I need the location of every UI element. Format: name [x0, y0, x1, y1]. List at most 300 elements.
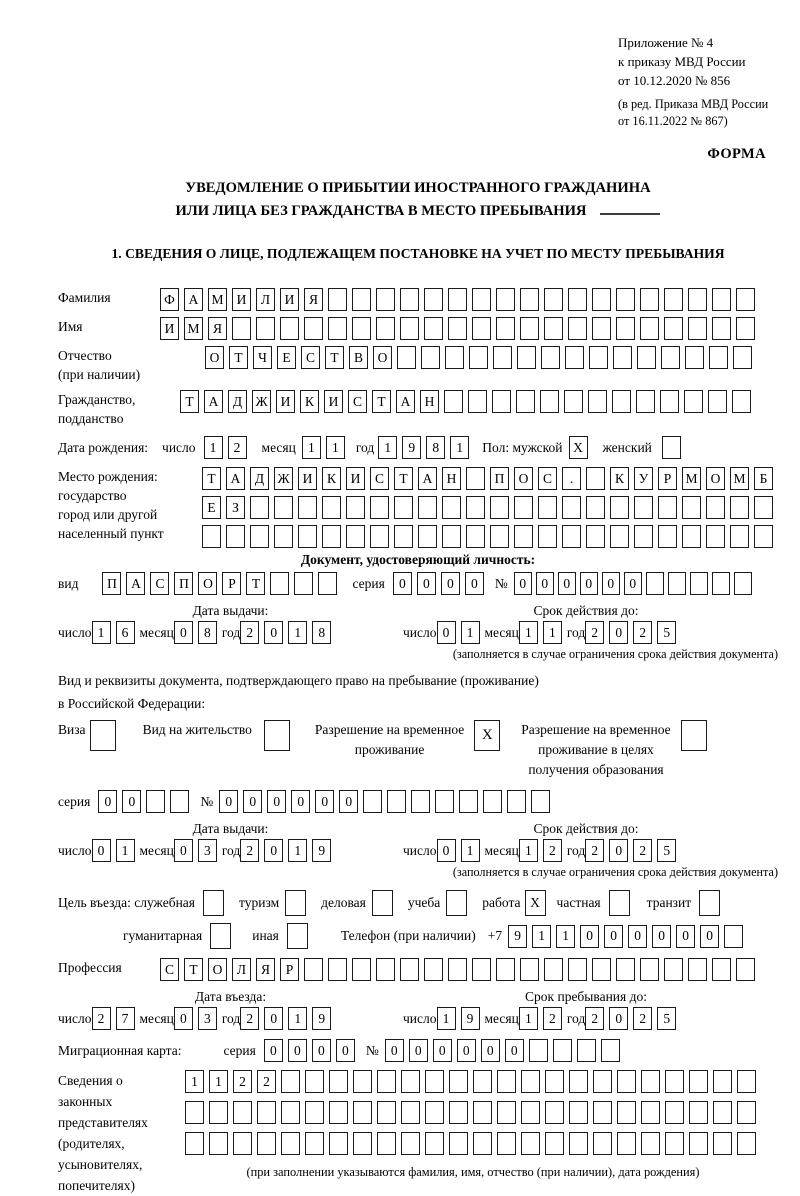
char-cell[interactable] [706, 496, 725, 519]
char-cell[interactable]: К [610, 467, 629, 490]
char-cell[interactable]: 0 [465, 572, 484, 595]
char-cell[interactable] [565, 346, 584, 369]
char-cell[interactable] [709, 346, 728, 369]
char-cell[interactable] [298, 496, 317, 519]
char-cell[interactable] [521, 1101, 540, 1124]
char-cell[interactable] [545, 1070, 564, 1093]
char-cell[interactable] [446, 890, 467, 916]
char-cell[interactable] [285, 890, 306, 916]
char-cell[interactable]: 1 [209, 1070, 228, 1093]
char-cell[interactable] [713, 1101, 732, 1124]
char-cell[interactable] [507, 790, 526, 813]
char-cell[interactable] [637, 346, 656, 369]
char-cell[interactable] [616, 958, 635, 981]
char-cell[interactable]: К [322, 467, 341, 490]
char-cell[interactable] [724, 925, 743, 948]
char-cell[interactable]: М [184, 317, 203, 340]
char-cell[interactable]: 0 [514, 572, 532, 595]
char-cell[interactable]: 9 [402, 436, 421, 459]
char-cell[interactable] [387, 790, 406, 813]
char-cell[interactable] [472, 317, 491, 340]
char-cell[interactable] [640, 958, 659, 981]
char-cell[interactable] [569, 1070, 588, 1093]
char-cell[interactable]: А [184, 288, 203, 311]
char-cell[interactable]: 1 [461, 621, 480, 644]
char-cell[interactable]: 0 [609, 621, 628, 644]
char-cell[interactable]: 2 [585, 621, 604, 644]
char-cell[interactable] [425, 1101, 444, 1124]
char-cell[interactable] [401, 1101, 420, 1124]
char-cell[interactable] [304, 958, 323, 981]
char-cell[interactable]: И [298, 467, 317, 490]
char-cell[interactable] [688, 317, 707, 340]
char-cell[interactable]: 1 [204, 436, 223, 459]
char-cell[interactable] [682, 525, 701, 548]
char-cell[interactable] [90, 720, 116, 751]
char-cell[interactable] [737, 1101, 756, 1124]
char-cell[interactable] [568, 317, 587, 340]
char-cell[interactable]: Т [180, 390, 199, 413]
char-cell[interactable] [232, 317, 251, 340]
char-cell[interactable] [730, 525, 749, 548]
char-cell[interactable] [270, 572, 289, 595]
char-cell[interactable] [376, 958, 395, 981]
char-cell[interactable] [712, 958, 731, 981]
char-cell[interactable]: 0 [558, 572, 576, 595]
char-cell[interactable]: В [349, 346, 368, 369]
char-cell[interactable] [329, 1070, 348, 1093]
char-cell[interactable] [298, 525, 317, 548]
char-cell[interactable] [493, 346, 512, 369]
char-cell[interactable]: 0 [174, 1007, 193, 1030]
char-cell[interactable] [640, 288, 659, 311]
char-cell[interactable]: 2 [585, 1007, 604, 1030]
char-cell[interactable]: 1 [437, 1007, 456, 1030]
char-cell[interactable] [592, 958, 611, 981]
char-cell[interactable] [346, 525, 365, 548]
char-cell[interactable]: 0 [122, 790, 141, 813]
char-cell[interactable] [737, 1070, 756, 1093]
char-cell[interactable]: 2 [633, 621, 652, 644]
char-cell[interactable] [736, 958, 755, 981]
char-cell[interactable] [682, 496, 701, 519]
char-cell[interactable]: М [730, 467, 749, 490]
char-cell[interactable] [609, 890, 630, 916]
char-cell[interactable] [257, 1132, 276, 1155]
char-cell[interactable]: 0 [92, 839, 111, 862]
char-cell[interactable] [612, 390, 631, 413]
char-cell[interactable]: Ж [252, 390, 271, 413]
char-cell[interactable] [442, 525, 461, 548]
char-cell[interactable] [318, 572, 337, 595]
char-cell[interactable] [352, 317, 371, 340]
char-cell[interactable] [274, 496, 293, 519]
char-cell[interactable]: М [208, 288, 227, 311]
char-cell[interactable] [257, 1101, 276, 1124]
char-cell[interactable]: 0 [604, 925, 623, 948]
char-cell[interactable] [377, 1101, 396, 1124]
char-cell[interactable]: 0 [536, 572, 554, 595]
char-cell[interactable] [730, 496, 749, 519]
char-cell[interactable]: 0 [174, 621, 193, 644]
char-cell[interactable]: 9 [312, 839, 331, 862]
char-cell[interactable]: 5 [657, 1007, 676, 1030]
char-cell[interactable]: 0 [312, 1039, 331, 1062]
char-cell[interactable] [304, 317, 323, 340]
char-cell[interactable]: 8 [198, 621, 217, 644]
char-cell[interactable] [466, 496, 485, 519]
char-cell[interactable] [689, 1101, 708, 1124]
char-cell[interactable] [400, 958, 419, 981]
char-cell[interactable] [593, 1101, 612, 1124]
char-cell[interactable]: Я [208, 317, 227, 340]
char-cell[interactable] [346, 496, 365, 519]
char-cell[interactable] [445, 346, 464, 369]
char-cell[interactable]: А [396, 390, 415, 413]
char-cell[interactable]: 1 [378, 436, 397, 459]
char-cell[interactable] [468, 390, 487, 413]
char-cell[interactable]: С [370, 467, 389, 490]
char-cell[interactable] [613, 346, 632, 369]
char-cell[interactable] [425, 1070, 444, 1093]
char-cell[interactable] [401, 1070, 420, 1093]
char-cell[interactable]: 1 [519, 839, 538, 862]
char-cell[interactable] [322, 525, 341, 548]
char-cell[interactable] [226, 525, 245, 548]
char-cell[interactable] [640, 317, 659, 340]
char-cell[interactable] [541, 346, 560, 369]
char-cell[interactable] [496, 958, 515, 981]
char-cell[interactable] [592, 317, 611, 340]
char-cell[interactable]: 0 [437, 621, 456, 644]
char-cell[interactable]: 0 [409, 1039, 428, 1062]
char-cell[interactable]: 3 [198, 839, 217, 862]
char-cell[interactable] [569, 1101, 588, 1124]
char-cell[interactable]: 0 [609, 1007, 628, 1030]
char-cell[interactable]: 1 [116, 839, 135, 862]
char-cell[interactable] [658, 525, 677, 548]
char-cell[interactable]: С [301, 346, 320, 369]
char-cell[interactable] [586, 496, 605, 519]
char-cell[interactable] [754, 496, 773, 519]
char-cell[interactable]: Ф [160, 288, 179, 311]
char-cell[interactable]: З [226, 496, 245, 519]
char-cell[interactable]: X [525, 890, 546, 916]
char-cell[interactable] [754, 525, 773, 548]
char-cell[interactable]: А [126, 572, 145, 595]
char-cell[interactable]: 0 [580, 925, 599, 948]
char-cell[interactable] [466, 467, 485, 490]
char-cell[interactable]: О [514, 467, 533, 490]
char-cell[interactable] [658, 496, 677, 519]
char-cell[interactable]: 1 [288, 1007, 307, 1030]
char-cell[interactable] [352, 958, 371, 981]
char-cell[interactable]: Е [277, 346, 296, 369]
char-cell[interactable]: . [562, 467, 581, 490]
char-cell[interactable] [520, 288, 539, 311]
char-cell[interactable] [681, 720, 707, 751]
char-cell[interactable] [394, 525, 413, 548]
char-cell[interactable] [421, 346, 440, 369]
char-cell[interactable]: А [418, 467, 437, 490]
char-cell[interactable]: 1 [556, 925, 575, 948]
char-cell[interactable]: 1 [288, 621, 307, 644]
char-cell[interactable]: 0 [264, 621, 283, 644]
char-cell[interactable] [661, 346, 680, 369]
char-cell[interactable] [592, 288, 611, 311]
char-cell[interactable] [209, 1132, 228, 1155]
char-cell[interactable]: Т [394, 467, 413, 490]
char-cell[interactable] [442, 496, 461, 519]
char-cell[interactable] [497, 1070, 516, 1093]
char-cell[interactable]: И [346, 467, 365, 490]
char-cell[interactable] [305, 1070, 324, 1093]
char-cell[interactable]: 2 [240, 621, 259, 644]
char-cell[interactable] [589, 346, 608, 369]
char-cell[interactable] [564, 390, 583, 413]
char-cell[interactable]: 0 [336, 1039, 355, 1062]
char-cell[interactable]: Т [372, 390, 391, 413]
char-cell[interactable] [617, 1070, 636, 1093]
char-cell[interactable] [329, 1101, 348, 1124]
char-cell[interactable] [544, 317, 563, 340]
char-cell[interactable]: 0 [676, 925, 695, 948]
char-cell[interactable] [610, 496, 629, 519]
char-cell[interactable] [690, 572, 708, 595]
char-cell[interactable] [662, 436, 681, 459]
char-cell[interactable] [146, 790, 165, 813]
char-cell[interactable] [328, 288, 347, 311]
char-cell[interactable]: 0 [288, 1039, 307, 1062]
char-cell[interactable]: Л [256, 288, 275, 311]
char-cell[interactable] [553, 1039, 572, 1062]
char-cell[interactable]: 0 [385, 1039, 404, 1062]
char-cell[interactable]: Я [304, 288, 323, 311]
char-cell[interactable]: 0 [339, 790, 358, 813]
char-cell[interactable] [329, 1132, 348, 1155]
char-cell[interactable] [490, 496, 509, 519]
char-cell[interactable]: Б [754, 467, 773, 490]
char-cell[interactable] [577, 1039, 596, 1062]
char-cell[interactable] [281, 1070, 300, 1093]
char-cell[interactable] [586, 525, 605, 548]
char-cell[interactable]: С [538, 467, 557, 490]
char-cell[interactable]: 0 [264, 1007, 283, 1030]
char-cell[interactable] [281, 1101, 300, 1124]
char-cell[interactable] [370, 525, 389, 548]
char-cell[interactable] [634, 496, 653, 519]
char-cell[interactable] [372, 890, 393, 916]
char-cell[interactable] [328, 317, 347, 340]
char-cell[interactable] [516, 390, 535, 413]
char-cell[interactable] [538, 525, 557, 548]
char-cell[interactable] [328, 958, 347, 981]
char-cell[interactable] [483, 790, 502, 813]
char-cell[interactable] [660, 390, 679, 413]
char-cell[interactable]: 2 [543, 839, 562, 862]
char-cell[interactable] [449, 1101, 468, 1124]
char-cell[interactable] [668, 572, 686, 595]
char-cell[interactable] [185, 1101, 204, 1124]
char-cell[interactable]: 9 [461, 1007, 480, 1030]
char-cell[interactable] [448, 958, 467, 981]
char-cell[interactable] [376, 288, 395, 311]
char-cell[interactable] [562, 525, 581, 548]
char-cell[interactable]: 0 [433, 1039, 452, 1062]
char-cell[interactable] [448, 317, 467, 340]
char-cell[interactable]: 0 [700, 925, 719, 948]
char-cell[interactable]: П [174, 572, 193, 595]
char-cell[interactable] [400, 317, 419, 340]
char-cell[interactable] [517, 346, 536, 369]
char-cell[interactable]: 1 [519, 621, 538, 644]
char-cell[interactable] [685, 346, 704, 369]
char-cell[interactable] [593, 1132, 612, 1155]
char-cell[interactable]: 0 [243, 790, 262, 813]
char-cell[interactable]: 1 [519, 1007, 538, 1030]
char-cell[interactable] [397, 346, 416, 369]
char-cell[interactable] [202, 525, 221, 548]
char-cell[interactable]: О [198, 572, 217, 595]
char-cell[interactable] [688, 288, 707, 311]
char-cell[interactable]: 0 [505, 1039, 524, 1062]
char-cell[interactable]: X [569, 436, 588, 459]
char-cell[interactable] [544, 288, 563, 311]
char-cell[interactable]: 1 [543, 621, 562, 644]
char-cell[interactable]: Т [202, 467, 221, 490]
char-cell[interactable] [448, 288, 467, 311]
char-cell[interactable]: Ж [274, 467, 293, 490]
char-cell[interactable]: 1 [92, 621, 111, 644]
char-cell[interactable] [473, 1070, 492, 1093]
char-cell[interactable]: 1 [185, 1070, 204, 1093]
char-cell[interactable] [490, 525, 509, 548]
char-cell[interactable] [377, 1132, 396, 1155]
char-cell[interactable] [569, 1132, 588, 1155]
char-cell[interactable] [287, 923, 308, 949]
char-cell[interactable]: И [280, 288, 299, 311]
char-cell[interactable] [466, 525, 485, 548]
char-cell[interactable]: 2 [240, 839, 259, 862]
char-cell[interactable] [737, 1132, 756, 1155]
char-cell[interactable] [281, 1132, 300, 1155]
char-cell[interactable] [689, 1070, 708, 1093]
char-cell[interactable] [185, 1132, 204, 1155]
char-cell[interactable]: 0 [315, 790, 334, 813]
char-cell[interactable] [562, 496, 581, 519]
char-cell[interactable]: П [102, 572, 121, 595]
char-cell[interactable]: Р [280, 958, 299, 981]
char-cell[interactable] [376, 317, 395, 340]
char-cell[interactable] [617, 1101, 636, 1124]
char-cell[interactable] [492, 390, 511, 413]
char-cell[interactable] [616, 317, 635, 340]
char-cell[interactable]: О [208, 958, 227, 981]
char-cell[interactable] [588, 390, 607, 413]
char-cell[interactable] [497, 1132, 516, 1155]
char-cell[interactable] [435, 790, 454, 813]
char-cell[interactable]: А [204, 390, 223, 413]
char-cell[interactable]: 9 [312, 1007, 331, 1030]
char-cell[interactable] [401, 1132, 420, 1155]
char-cell[interactable]: 6 [116, 621, 135, 644]
char-cell[interactable] [610, 525, 629, 548]
char-cell[interactable]: 0 [628, 925, 647, 948]
char-cell[interactable] [449, 1070, 468, 1093]
char-cell[interactable] [545, 1132, 564, 1155]
char-cell[interactable] [664, 288, 683, 311]
char-cell[interactable] [712, 288, 731, 311]
char-cell[interactable]: 7 [116, 1007, 135, 1030]
char-cell[interactable]: 2 [633, 1007, 652, 1030]
char-cell[interactable]: 0 [441, 572, 460, 595]
char-cell[interactable] [424, 958, 443, 981]
char-cell[interactable] [514, 525, 533, 548]
char-cell[interactable] [473, 1101, 492, 1124]
char-cell[interactable]: Т [229, 346, 248, 369]
char-cell[interactable]: 5 [657, 621, 676, 644]
char-cell[interactable]: 0 [652, 925, 671, 948]
char-cell[interactable] [529, 1039, 548, 1062]
char-cell[interactable]: У [634, 467, 653, 490]
char-cell[interactable] [616, 288, 635, 311]
char-cell[interactable] [521, 1070, 540, 1093]
char-cell[interactable] [496, 288, 515, 311]
char-cell[interactable]: И [276, 390, 295, 413]
char-cell[interactable] [250, 525, 269, 548]
char-cell[interactable]: 0 [264, 1039, 283, 1062]
char-cell[interactable]: 8 [426, 436, 445, 459]
char-cell[interactable] [688, 958, 707, 981]
char-cell[interactable] [568, 958, 587, 981]
char-cell[interactable]: О [373, 346, 392, 369]
char-cell[interactable] [684, 390, 703, 413]
char-cell[interactable]: 1 [288, 839, 307, 862]
char-cell[interactable] [699, 890, 720, 916]
char-cell[interactable]: О [706, 467, 725, 490]
char-cell[interactable]: 2 [585, 839, 604, 862]
char-cell[interactable]: 2 [257, 1070, 276, 1093]
char-cell[interactable] [665, 1132, 684, 1155]
char-cell[interactable]: 3 [198, 1007, 217, 1030]
char-cell[interactable] [469, 346, 488, 369]
char-cell[interactable] [734, 572, 752, 595]
char-cell[interactable] [353, 1070, 372, 1093]
char-cell[interactable] [634, 525, 653, 548]
char-cell[interactable] [424, 317, 443, 340]
char-cell[interactable]: 5 [657, 839, 676, 862]
char-cell[interactable]: И [160, 317, 179, 340]
char-cell[interactable]: 0 [417, 572, 436, 595]
char-cell[interactable]: Т [325, 346, 344, 369]
char-cell[interactable] [708, 390, 727, 413]
char-cell[interactable] [264, 720, 290, 751]
char-cell[interactable]: О [205, 346, 224, 369]
char-cell[interactable]: 0 [609, 839, 628, 862]
char-cell[interactable] [514, 496, 533, 519]
char-cell[interactable]: И [324, 390, 343, 413]
char-cell[interactable] [665, 1101, 684, 1124]
char-cell[interactable] [617, 1132, 636, 1155]
char-cell[interactable]: 2 [92, 1007, 111, 1030]
char-cell[interactable]: 1 [461, 839, 480, 862]
char-cell[interactable] [363, 790, 382, 813]
char-cell[interactable]: Р [658, 467, 677, 490]
char-cell[interactable]: 0 [291, 790, 310, 813]
char-cell[interactable]: Н [420, 390, 439, 413]
char-cell[interactable]: 2 [240, 1007, 259, 1030]
char-cell[interactable]: Я [256, 958, 275, 981]
